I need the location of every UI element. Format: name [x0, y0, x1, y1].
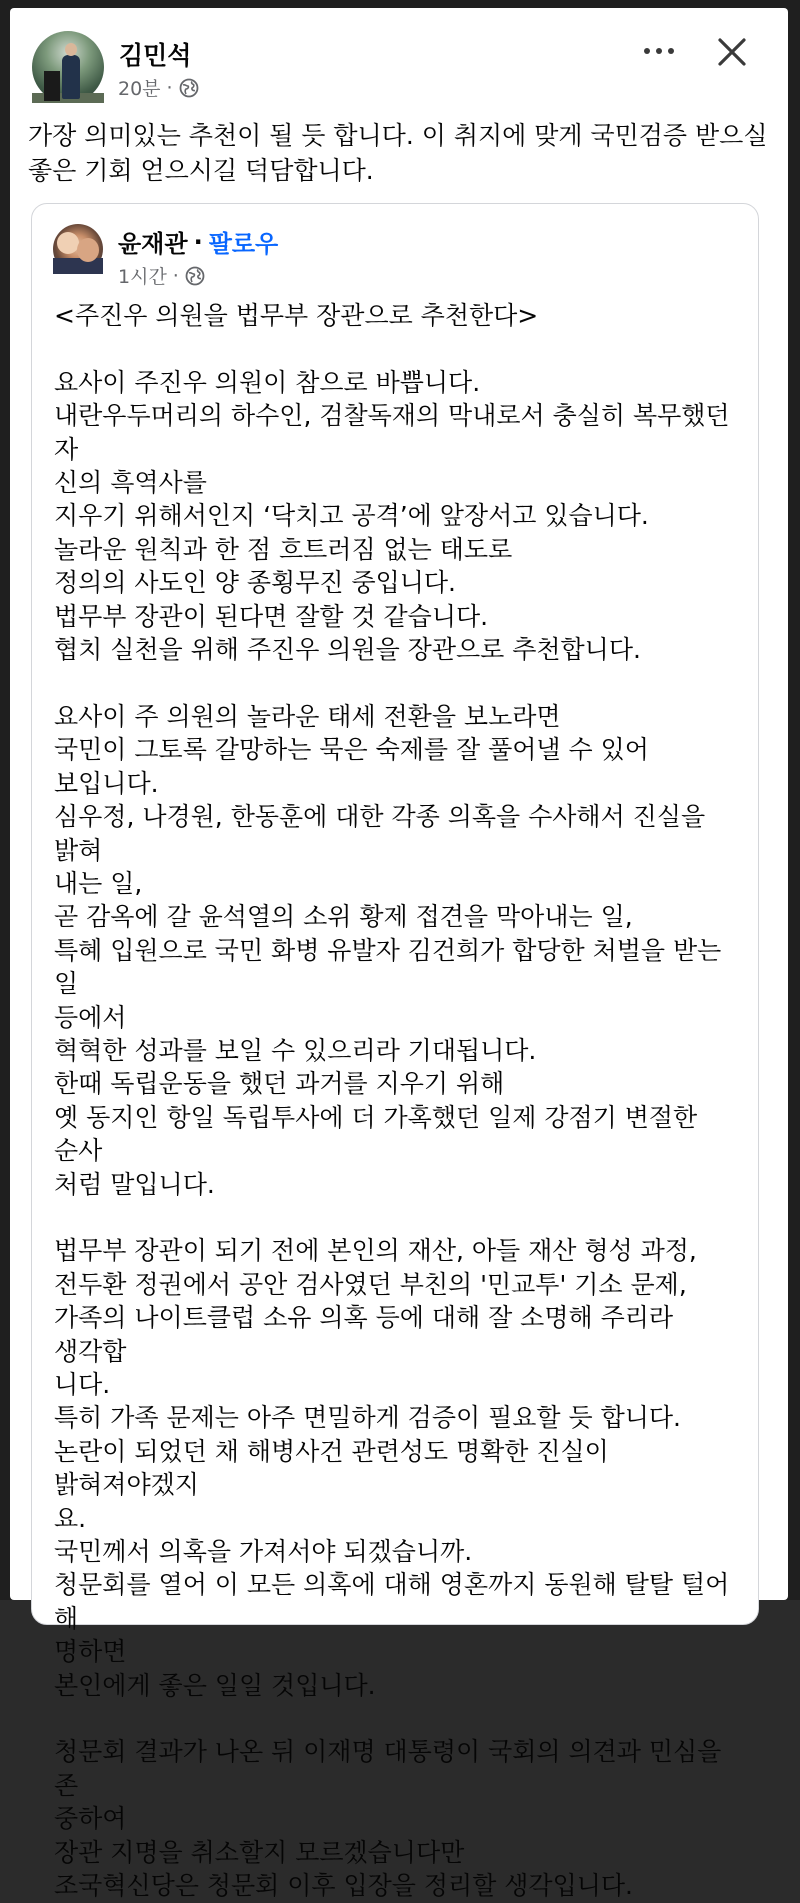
- post-meta: [118, 74, 199, 101]
- more-options-button[interactable]: [636, 36, 682, 66]
- avatar-sign: [44, 71, 60, 101]
- post-card: [10, 8, 788, 1901]
- author-avatar[interactable]: [32, 31, 104, 103]
- avatar-face-right: [77, 238, 99, 262]
- post-text: 가장 의미있는 추천이 될 듯 합니다. 이 취지에 맞게 국민검증 받으실 좋은 기회 얻으시길 덕담합니다.: [28, 121, 768, 185]
- shared-post-body: <주진우 의원을 법무부 장관으로 추천한다> 요사이 주진우 의원이 참으로 바쁩니다. 내란우두머리의 하수인, 검찰독재의 막내로서 충실히 복무했던 자 신의 흑역사를 지우기 위해서인지 ‘닥치고 공격’에 앞장서고 있습니다. 놀라운 원칙과 한 점 흐트러짐 없는 태도로 정의의 사도인 양 종횡무진 중입니다. 법무부 장관이 된다면 잘할 것 같습니다. 협치 실천을 위해 주진우 의원을 장관으로 추천합니다. 요사이 주 의원의 놀라운 태세 전환을 보노라면 국민이 그토록 갈망하는 묵은 숙제를 잘 풀어낼 수 있어 보입니다. 심우정, 나경원, 한동훈에 대한 각종 의혹을 수사해서 진실을 밝혀 내는 일, 곧 감옥에 갈 윤석열의 소위 황제 접견을 막아내는 일, 특혜 입원으로 국민 화병 유발자 김건희가 합당한 처벌을 받는 일 등에서 혁혁한 성과를 보일 수 있으리라 기대됩니다. 한때 독립운동을 했던 과거를 지우기 위해 옛 동지인 항일 독립투사에 더 가혹했던 일제 강점기 변절한 순사 처럼 말입니다. 법무부 장관이 되기 전에 본인의 재산, 아들 재산 형성 과정, 전두환 정권에서 공안 검사였던 부친의 '민교투' 기소 문제, 가족의 나이트클럽 소유 의혹 등에 대해 잘 소명해 주리라 생각합 니다. 특히 가족 문제는 아주 면밀하게 검증이 필요할 듯 합니다. 논란이 되었던 채 해병사건 관련성도 명확한 진실이 밝혀져야겠지 요. 국민께서 의혹을 가져서야 되겠습니까. 청문회를 열어 이 모든 의혹에 대해 영혼까지 동원해 탈탈 털어 해 명하면 본인에게 좋은 일일 것입니다. 청문회 결과가 나온 뒤 이재명 대통령이 국회의 의견과 민심을 존 중하여 장관 지명을 취소할지 모르겠습니다만 조국혁신당은 청문회 이후 입장을 정리할 생각입니다.: [54, 301, 730, 1901]
- meta-dot: ·: [166, 76, 173, 99]
- post-time[interactable]: 20분: [118, 78, 161, 100]
- author-separator: ·: [193, 227, 203, 256]
- more-dot: [644, 48, 650, 54]
- more-dot: [656, 48, 662, 54]
- shared-author-avatar[interactable]: [53, 224, 103, 274]
- shared-post[interactable]: [31, 203, 759, 1901]
- meta-dot: ·: [172, 264, 179, 287]
- more-dot: [668, 48, 674, 54]
- globe-icon: [185, 266, 205, 286]
- avatar-face-left: [57, 232, 79, 254]
- globe-icon: [179, 78, 199, 98]
- shared-author-line: [118, 224, 278, 259]
- shared-author-name[interactable]: 윤재관: [118, 230, 188, 258]
- author-name[interactable]: 김민석: [119, 41, 192, 70]
- follow-link[interactable]: 팔로우: [208, 230, 279, 258]
- avatar-person-head: [65, 43, 77, 56]
- shared-post-meta: [118, 262, 205, 289]
- avatar-person-body: [62, 55, 80, 99]
- avatar-shirts: [53, 258, 103, 274]
- close-icon: [712, 32, 752, 72]
- close-button[interactable]: [712, 32, 752, 72]
- shared-post-time[interactable]: 1시간: [118, 266, 167, 288]
